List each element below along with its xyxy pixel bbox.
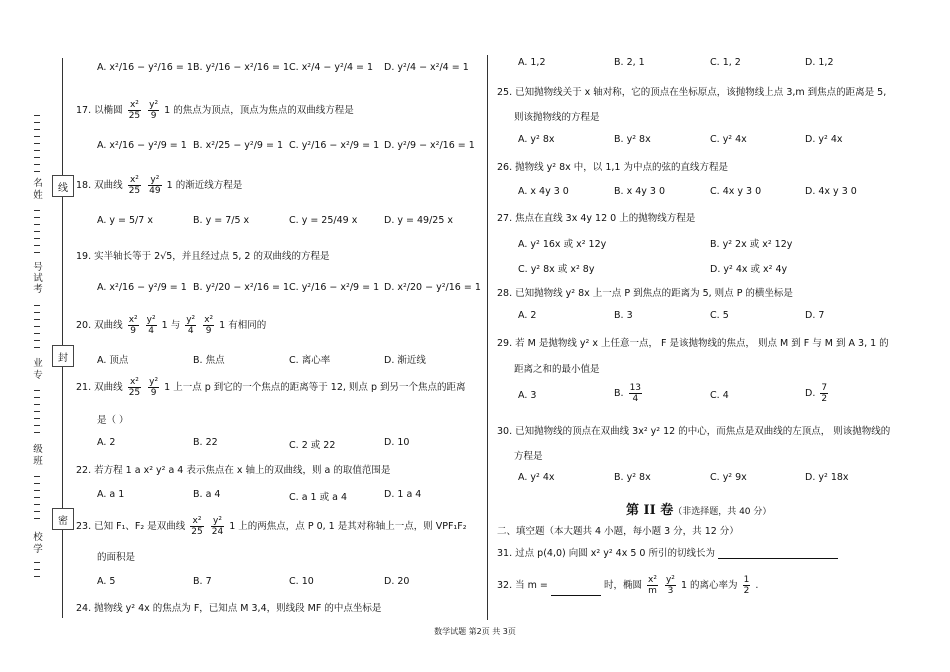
q22-option-b: B. a 4 [193,489,221,500]
question-31: 31. 过点 p(4,0) 向圆 x² y² 4x 5 0 所引的切线长为 [497,545,838,559]
fraction: $\frac{13}{4}$ [629,383,642,404]
q24-option-a: A. 1,2 [518,57,546,68]
q16-option-c: C. x²/4 − y²/4 = 1 [289,62,374,73]
q21-option-b: B. 22 [193,437,218,448]
q18-option-d: D. y = 49/25 x [384,215,454,226]
q22-option-c: C. a 1 或 a 4 [289,492,347,503]
question-21: 21. 双曲线 $\frac{\text{x²}}{25}$ $\frac{\text{y²}}{9}$ 1 上一点 p 到它的一个焦点的距离等于 12, 则点 p 到另一个焦点的距离 [76,377,466,398]
q28-option-d: D. 7 [805,310,825,321]
q18-option-c: C. y = 25/49 x [289,215,358,226]
q29-option-d: D. $\frac{7}{2}$ [805,383,828,404]
q17-option-d: D. y²/9 − x²/16 = 1 [384,140,475,151]
q29-option-a: A. 3 [518,390,537,401]
q22-option-a: A. a 1 [97,489,125,500]
q26-option-c: C. 4x y 3 0 [710,186,762,197]
binding-char: 试 [33,273,43,284]
q23-option-a: A. 5 [97,576,116,587]
question-17: 17. 以椭圆 $\frac{\text{x²}}{25}$ $\frac{\text{y²}}{9}$ 1 的焦点为顶点，顶点为焦点的双曲线方程是 [76,100,354,121]
q25-option-d: D. y² 4x [805,134,843,145]
fraction: $\frac{\text{y²}}{9}$ [149,377,159,398]
question-19: 19. 实半轴长等于 2√5，并且经过点 5, 2 的双曲线的方程是 [76,251,330,262]
binding-char: 学 [33,544,43,555]
binding-char: 级 [33,444,43,455]
question-30: 30. 已知抛物线的顶点在双曲线 3x² y² 12 的中心，而焦点是双曲线的左顶点， 则该抛物线的 [497,426,891,437]
q21-option-a: A. 2 [97,437,116,448]
question-27: 27. 焦点在直线 3x 4y 12 0 上的抛物线方程是 [497,213,696,224]
question-28: 28. 已知抛物线 y² 8x 上一点 P 到焦点的距离为 5, 则点 P 的横坐标是 [497,288,793,299]
q25-option-a: A. y² 8x [518,134,555,145]
q18-option-a: A. y = 5/7 x [97,215,153,226]
q28-option-c: C. 5 [710,310,729,321]
fraction: $\frac{\text{y²}}{4}$ [186,315,196,336]
fraction: $\frac{\text{y²}}{9}$ [149,100,159,121]
question-20: 20. 双曲线 $\frac{\text{x²}}{9}$ $\frac{\text{y²}}{4}$ 1 与 $\frac{\text{y²}}{4}$ $\frac{\text{x²}}{9}$ 1 有相同的 [76,315,267,336]
binding-strip [30,110,50,580]
binding-char: 专 [33,370,43,381]
question-22: 22. 若方程 1 a x² y² a 4 表示焦点在 x 轴上的双曲线，则 a 的取值范围是 [76,465,391,476]
fraction: $\frac{\text{x²}}{9}$ [128,315,138,336]
q19-option-a: A. x²/16 − y²/9 = 1 [97,282,187,293]
binding-char: 考 [33,284,43,295]
q23-option-c: C. 10 [289,576,314,587]
fraction: $\frac{\text{x²}}{25}$ [128,100,141,121]
q30-option-b: B. y² 8x [614,472,651,483]
fraction: $\frac{\text{y²}}{3}$ [665,575,675,596]
fraction: $\frac{\text{y²}}{24}$ [211,516,224,537]
q25-option-c: C. y² 4x [710,134,747,145]
q27-option-a: A. y² 16x 或 x² 12y [518,239,607,250]
fill-blank-heading: 二、填空题（本大题共 4 小题，每小题 3 分，共 12 分） [497,526,739,537]
question-30-line2: 方程是 [514,451,543,462]
q20-option-b: B. 焦点 [193,355,225,366]
q22-option-d: D. 1 a 4 [384,489,422,500]
binding-char: 校 [33,532,43,543]
answer-blank[interactable] [718,549,838,559]
question-26: 26. 抛物线 y² 8x 中，以 1,1 为中点的弦的直线方程是 [497,162,728,173]
q24-option-b: B. 2, 1 [614,57,645,68]
fraction: $\frac{\text{x²}}{25}$ [128,175,141,196]
q23-option-d: D. 20 [384,576,410,587]
question-24: 24. 抛物线 y² 4x 的焦点为 F，已知点 M 3,4，则线段 MF 的中点坐标是 [76,603,382,614]
seal-label-line: 线 [52,175,74,197]
part-two-title: 第 II 卷（非选择题，共 40 分） [626,503,772,518]
q18-option-b: B. y = 7/5 x [193,215,250,226]
q19-option-b: B. y²/20 − x²/16 = 1 [193,282,290,293]
q19-option-d: D. x²/20 − y²/16 = 1 [384,282,481,293]
fraction: $\frac{\text{y²}}{49}$ [149,175,161,196]
seal-label-secret: 密 [52,508,74,530]
q26-option-d: D. 4x y 3 0 [805,186,857,197]
column-divider [487,55,488,620]
q20-option-a: A. 顶点 [97,355,129,366]
q16-option-a: A. x²/16 − y²/16 = 1 [97,62,193,73]
fraction: $\frac{\text{x²}}{25}$ [128,377,141,398]
q24-option-d: D. 1,2 [805,57,834,68]
q30-option-d: D. y² 18x [805,472,849,483]
q17-option-c: C. y²/16 − x²/9 = 1 [289,140,380,151]
question-25: 25. 已知抛物线关于 x 轴对称，它的顶点在坐标原点，该抛物线上点 3,m 到焦点的距离是 5, [497,87,887,98]
q27-option-b: B. y² 2x 或 x² 12y [710,239,793,250]
fraction: $\frac{7}{2}$ [821,383,828,404]
fraction: $\frac{1}{2}$ [743,575,750,596]
binding-char: 班 [33,456,43,467]
question-23: 23. 已知 F₁、F₂ 是双曲线 $\frac{\text{x²}}{25}$ $\frac{\text{y²}}{24}$ 1 上的两焦点，点 P 0, 1 是其对称轴上一点，则 VPF₁F₂ [76,516,467,537]
binding-char: 姓 [33,190,43,201]
fraction: $\frac{\text{x²}}{m}$ [648,575,657,596]
q20-option-d: D. 渐近线 [384,355,426,366]
question-23-line2: 的面积是 [97,552,136,563]
q29-option-b: B. $\frac{13}{4}$ [614,383,642,404]
question-21-line2: 是（ ） [97,415,129,426]
q26-option-a: A. x 4y 3 0 [518,186,569,197]
q21-option-d: D. 10 [384,437,410,448]
q28-option-b: B. 3 [614,310,633,321]
q27-option-c: C. y² 8x 或 x² 8y [518,264,595,275]
q19-option-c: C. y²/16 − x²/9 = 1 [289,282,380,293]
q29-option-c: C. 4 [710,390,729,401]
fraction: $\frac{\text{x²}}{25}$ [191,516,203,537]
fraction: $\frac{\text{y²}}{4}$ [146,315,156,336]
q27-option-d: D. y² 4x 或 x² 4y [710,264,788,275]
question-18: 18. 双曲线 $\frac{\text{x²}}{25}$ $\frac{\text{y²}}{49}$ 1 的渐近线方程是 [76,175,243,196]
question-32: 32. 当 m = 时，椭圆 $\frac{\text{x²}}{m}$ $\frac{\text{y²}}{3}$ 1 的离心率为 $\frac{1}{2}$ . [497,575,759,596]
q21-option-c: C. 2 或 22 [289,440,336,451]
page-footer: 数学试题 第2页 共 3页 [434,627,516,636]
q17-option-b: B. x²/25 − y²/9 = 1 [193,140,284,151]
q20-option-c: C. 离心率 [289,355,331,366]
answer-blank[interactable] [551,586,601,596]
q23-option-b: B. 7 [193,576,212,587]
question-25-line2: 则该抛物线的方程是 [514,112,600,123]
q30-option-c: C. y² 9x [710,472,747,483]
q25-option-b: B. y² 8x [614,134,651,145]
q16-option-d: D. y²/4 − x²/4 = 1 [384,62,469,73]
q24-option-c: C. 1, 2 [710,57,741,68]
binding-char: 号 [33,262,43,273]
q26-option-b: B. x 4y 3 0 [614,186,666,197]
fraction: $\frac{\text{x²}}{9}$ [204,315,214,336]
q28-option-a: A. 2 [518,310,537,321]
seal-label-seal: 封 [52,345,74,367]
binding-char: 名 [33,178,43,189]
q30-option-a: A. y² 4x [518,472,555,483]
question-29: 29. 若 M 是抛物线 y² x 上任意一点， F 是该抛物线的焦点， 则点 M 到 F 与 M 到 A 3, 1 的 [497,338,889,349]
q17-option-a: A. x²/16 − y²/9 = 1 [97,140,187,151]
question-29-line2: 距离之和的最小值是 [514,364,600,375]
q16-option-b: B. y²/16 − x²/16 = 1 [193,62,290,73]
left-margin-rule [62,58,63,618]
binding-char: 业 [33,358,43,369]
